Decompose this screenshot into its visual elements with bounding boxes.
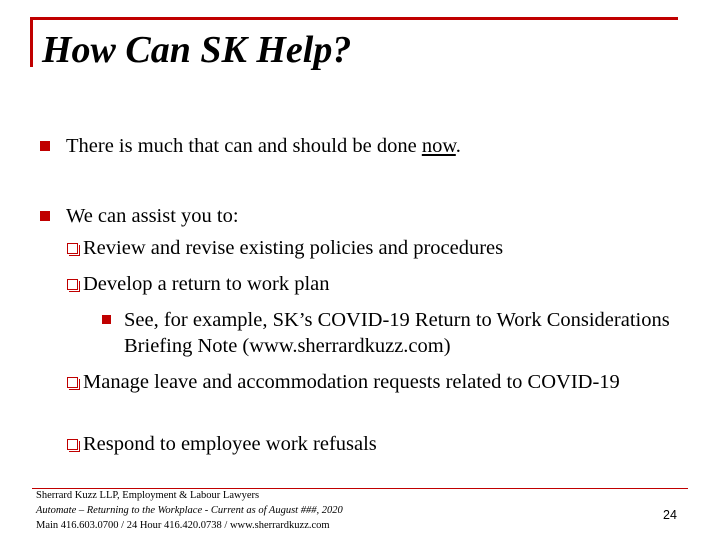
- footer: [36, 488, 343, 533]
- checkbox-bullet-icon: [67, 377, 78, 388]
- footer-firm-name: Sherrard Kuzz LLP, Employment & Labour Lawyers: [36, 490, 260, 501]
- slide-title: How Can SK Help?: [42, 29, 352, 71]
- bullet-1-text-start: There is much that can and should be done: [66, 135, 422, 157]
- square-bullet-icon: [40, 211, 50, 221]
- sub-bullet-plan-text: Develop a return to work plan: [83, 273, 330, 295]
- sub-sub-bullet-example-text: See, for example, SK’s COVID-19 Return to Work Considerations Briefing Note (www.sherrardkuzz.com): [124, 309, 670, 357]
- sub-bullet-refusals: [67, 431, 377, 457]
- sub-bullet-leave-text: Manage leave and accommodation requests related to COVID-19: [83, 371, 620, 393]
- square-bullet-icon: [40, 141, 50, 151]
- bullet-1-text: [66, 133, 461, 159]
- checkbox-bullet-icon: [67, 279, 78, 290]
- sub-bullet-plan: [67, 271, 330, 297]
- checkbox-bullet-icon: [67, 243, 78, 254]
- title-frame-top-rule: [30, 17, 678, 20]
- footer-deck-title: Automate – Returning to the Workplace - Current as of August ###, 2020: [36, 505, 343, 516]
- bullet-1: [40, 133, 461, 159]
- sub-bullet-leave: [67, 369, 657, 395]
- bullet-2-text: We can assist you to:: [66, 205, 239, 227]
- square-bullet-icon: [102, 315, 111, 324]
- page-number: 24: [663, 508, 677, 522]
- sub-sub-bullet-example: [102, 307, 682, 359]
- sub-bullet-review: [67, 235, 503, 261]
- sub-bullet-review-text: Review and revise existing policies and procedures: [83, 237, 504, 259]
- bullet-1-text-end: .: [455, 135, 461, 157]
- checkbox-bullet-icon: [67, 439, 78, 450]
- bullet-2: [40, 203, 239, 229]
- title-frame-left-rule: [30, 17, 33, 67]
- footer-contact: Main 416.603.0700 / 24 Hour 416.420.0738 / www.sherrardkuzz.com: [36, 520, 330, 531]
- sub-bullet-refusals-text: Respond to employee work refusals: [83, 433, 377, 455]
- bullet-1-emphasis: now: [421, 135, 456, 157]
